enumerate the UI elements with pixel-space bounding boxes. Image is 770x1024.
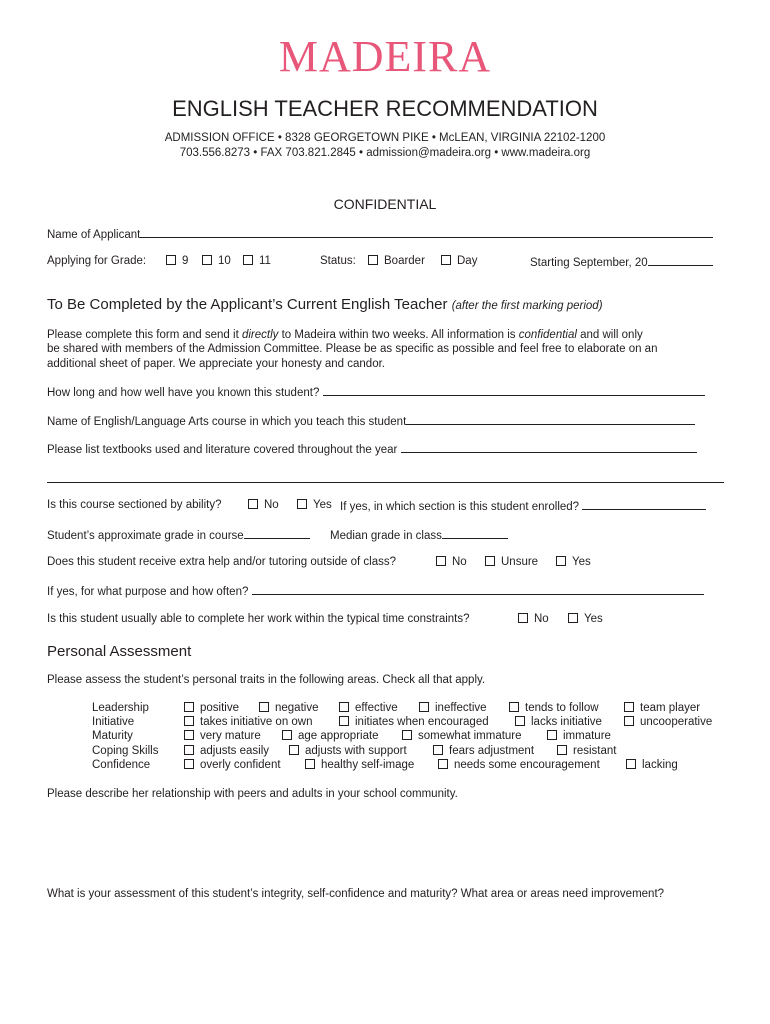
section-heading: To Be Completed by the Applicant’s Current English Teacher (after the first marking period) (47, 296, 603, 313)
median-row (330, 527, 508, 543)
integrity-answer-area[interactable] (47, 905, 724, 1005)
how-long-label: How long and how well have you known this student? (47, 387, 320, 399)
checkbox[interactable] (485, 556, 495, 566)
page-title: ENGLISH TEACHER RECOMMENDATION (172, 96, 598, 121)
status-option-day[interactable]: Day (441, 254, 477, 268)
sectioned-yes[interactable]: Yes (297, 498, 332, 512)
checkbox[interactable] (248, 499, 258, 509)
trait-option[interactable]: somewhat immature (402, 729, 522, 743)
checkbox[interactable] (297, 499, 307, 509)
trait-option[interactable]: effective (339, 701, 398, 715)
checkbox[interactable] (441, 255, 451, 265)
grade-option-10[interactable]: 10 (202, 254, 231, 268)
trait-option[interactable]: lacks initiative (515, 715, 602, 729)
trait-option[interactable]: overly confident (184, 758, 281, 772)
checkbox[interactable] (624, 702, 634, 712)
extra-help-no[interactable]: No (436, 555, 467, 569)
textbooks-label: Please list textbooks used and literature covered throughout the year (47, 444, 398, 456)
trait-option[interactable]: adjusts easily (184, 744, 269, 758)
integrity-question: What is your assessment of this student’s integrity, self-confidence and maturity? What area or areas need improvement? (47, 888, 665, 900)
checkbox[interactable] (515, 716, 525, 726)
checkbox[interactable] (184, 745, 194, 755)
relationship-answer-area[interactable] (47, 805, 724, 875)
course-name-field[interactable] (406, 413, 695, 425)
time-constraints-no[interactable]: No (518, 612, 549, 626)
checkbox[interactable] (624, 716, 634, 726)
time-constraints-label: Is this student usually able to complete her work within the typical time constraints? (47, 613, 470, 625)
trait-option[interactable]: initiates when encouraged (339, 715, 489, 729)
trait-option[interactable]: ineffective (419, 701, 487, 715)
trait-option[interactable]: age appropriate (282, 729, 379, 743)
median-label: Median grade in class (330, 530, 442, 542)
trait-option[interactable]: healthy self-image (305, 758, 414, 772)
trait-option[interactable]: positive (184, 701, 239, 715)
starting-label: Starting September, 20 (530, 257, 648, 269)
confidential-label: CONFIDENTIAL (333, 196, 437, 212)
checkbox[interactable] (518, 613, 528, 623)
purpose-label: If yes, for what purpose and how often? (47, 586, 249, 598)
checkbox[interactable] (547, 730, 557, 740)
status-label: Status: (320, 255, 356, 267)
checkbox[interactable] (436, 556, 446, 566)
sectioned-no[interactable]: No (248, 498, 279, 512)
personal-assessment-heading: Personal Assessment (47, 643, 192, 660)
trait-option[interactable]: fears adjustment (433, 744, 534, 758)
trait-option[interactable]: adjusts with support (289, 744, 407, 758)
trait-label-initiative: Initiative (92, 716, 135, 728)
relationship-question: Please describe her relationship with peers and adults in your school community. (47, 788, 458, 800)
checkbox[interactable] (282, 730, 292, 740)
trait-option[interactable]: resistant (557, 744, 616, 758)
address-line-2: 703.556.8273 • FAX 703.821.2845 • admission@madeira.org • www.madeira.org (179, 147, 591, 159)
median-field[interactable] (442, 527, 508, 539)
course-name-label: Name of English/Language Arts course in which you teach this student (47, 416, 407, 428)
madeira-logo: MADEIRA (278, 32, 492, 81)
checkbox[interactable] (568, 613, 578, 623)
extra-help-yes[interactable]: Yes (556, 555, 591, 569)
grade-in-course-field[interactable] (244, 527, 310, 539)
checkbox[interactable] (243, 255, 253, 265)
trait-option[interactable]: takes initiative on own (184, 715, 313, 729)
trait-option[interactable]: needs some encouragement (438, 758, 600, 772)
trait-label-maturity: Maturity (92, 730, 133, 742)
checkbox[interactable] (557, 745, 567, 755)
assessment-instructions: Please assess the student’s personal traits in the following areas. Check all that apply. (47, 674, 486, 686)
checkbox[interactable] (438, 759, 448, 769)
starting-row (530, 254, 713, 270)
checkbox[interactable] (289, 745, 299, 755)
trait-option[interactable]: negative (259, 701, 318, 715)
trait-label-leadership: Leadership (92, 702, 149, 714)
checkbox[interactable] (402, 730, 412, 740)
time-constraints-yes[interactable]: Yes (568, 612, 603, 626)
address-line-1: ADMISSION OFFICE • 8328 GEORGETOWN PIKE • McLEAN, VIRGINIA 22102-1200 (164, 132, 606, 144)
trait-label-confidence: Confidence (92, 759, 151, 771)
trait-option[interactable]: lacking (626, 758, 678, 772)
grade-option-11[interactable]: 11 (243, 254, 271, 268)
checkbox[interactable] (339, 716, 349, 726)
how-long-field[interactable] (323, 384, 705, 396)
grade-label: Applying for Grade: (47, 255, 147, 267)
checkbox[interactable] (202, 255, 212, 265)
status-option-boarder[interactable]: Boarder (368, 254, 425, 268)
extra-help-unsure[interactable]: Unsure (485, 555, 538, 569)
grade-in-course-label: Student’s approximate grade in course (47, 530, 244, 542)
checkbox[interactable] (433, 745, 443, 755)
purpose-row (47, 583, 704, 599)
checkbox[interactable] (368, 255, 378, 265)
checkbox[interactable] (419, 702, 429, 712)
checkbox[interactable] (166, 255, 176, 265)
applicant-name-row (47, 226, 713, 242)
trait-option[interactable]: team player (624, 701, 700, 715)
which-section-row (340, 498, 706, 514)
sectioned-label: Is this course sectioned by ability? (47, 499, 222, 511)
checkbox[interactable] (339, 702, 349, 712)
which-section-field[interactable] (582, 498, 706, 510)
trait-option[interactable]: tends to follow (509, 701, 599, 715)
textbooks-field[interactable] (401, 441, 697, 453)
applicant-name-field[interactable] (140, 226, 713, 238)
grade-in-course-row (47, 527, 310, 543)
textbooks-row (47, 441, 697, 457)
starting-year-field[interactable] (648, 254, 713, 266)
grade-option-9[interactable]: 9 (166, 254, 188, 268)
checkbox[interactable] (305, 759, 315, 769)
checkbox[interactable] (184, 702, 194, 712)
intro-paragraph: Please complete this form and send it directly to Madeira within two weeks. All information is confidential and will only be shared with members of the Admission Committee. Please be as specific as possible and feel free to elaborate on an additional sheet of paper. We appreciate your honesty and candor. (47, 329, 658, 370)
checkbox[interactable] (184, 716, 194, 726)
checkbox[interactable] (184, 759, 194, 769)
which-section-label: If yes, in which section is this student enrolled? (340, 501, 580, 513)
trait-label-coping-skills: Coping Skills (92, 745, 159, 757)
checkbox[interactable] (626, 759, 636, 769)
checkbox[interactable] (259, 702, 269, 712)
purpose-field[interactable] (252, 583, 704, 595)
section-heading-note: (after the first marking period) (451, 300, 603, 312)
trait-option[interactable]: very mature (184, 729, 261, 743)
checkbox[interactable] (556, 556, 566, 566)
checkbox[interactable] (509, 702, 519, 712)
trait-option[interactable]: immature (547, 729, 611, 743)
trait-option[interactable]: uncooperative (624, 715, 712, 729)
textbooks-extra-line[interactable] (47, 482, 724, 483)
course-name-row (47, 413, 695, 429)
applicant-name-label: Name of Applicant (47, 229, 141, 241)
checkbox[interactable] (184, 730, 194, 740)
extra-help-label: Does this student receive extra help and/or tutoring outside of class? (47, 556, 397, 568)
how-long-row (47, 384, 705, 400)
